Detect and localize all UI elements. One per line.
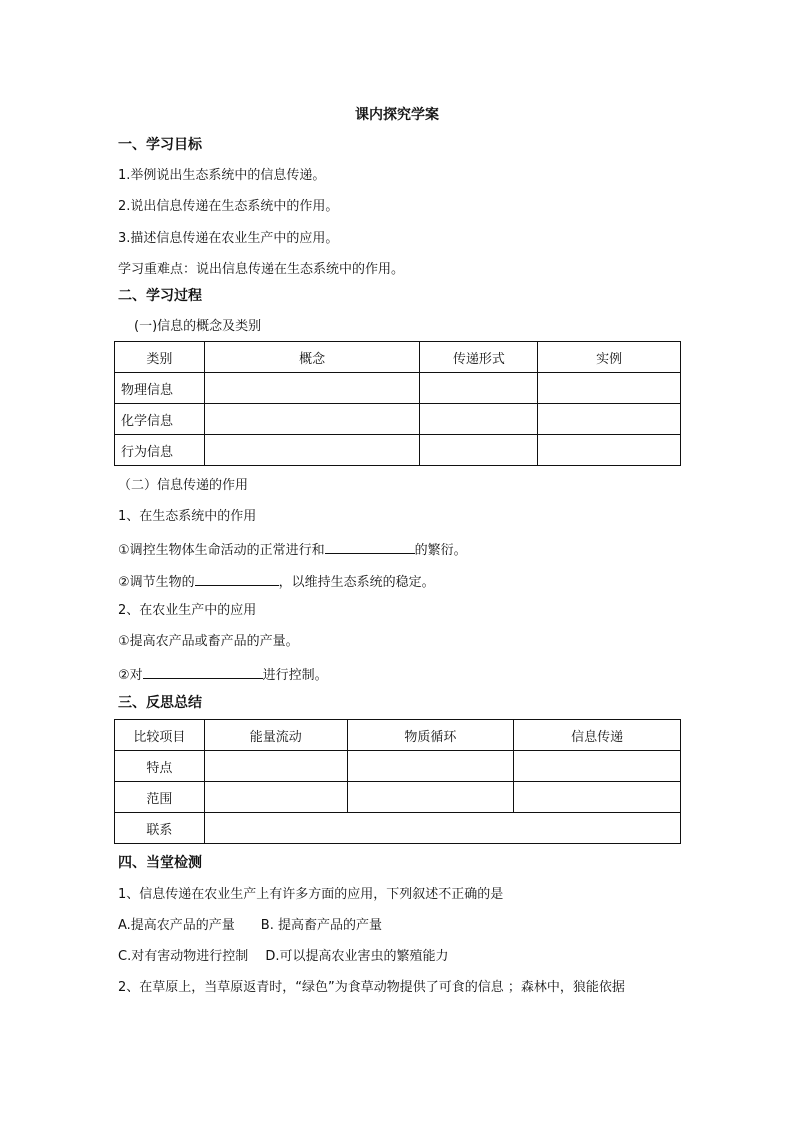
goal-3: 3.描述信息传递在农业生产中的应用。 [118,231,339,246]
blank-cell[interactable] [420,435,538,466]
page-title: 课内探究学案 [355,107,439,123]
question-1: 1、信息传递在农业生产上有许多方面的应用，下列叙述不正确的是 [118,887,504,902]
header-cell: 比较项目 [115,720,205,751]
key-point: 学习重难点：说出信息传递在生态系统中的作用。 [118,262,405,277]
fill-in-3: ②对 进行控制。 [118,664,328,685]
row-label: 联系 [115,813,205,844]
row-label: 化学信息 [115,404,205,435]
comparison-table [114,719,681,844]
blank-cell[interactable] [347,782,514,813]
goal-1: 1.举例说出生态系统中的信息传递。 [118,168,326,183]
blank-cell[interactable] [204,373,420,404]
section-reflection-heading: 三、反思总结 [118,695,202,711]
table-row [115,404,681,435]
info-category-table [114,341,681,466]
answer-blank[interactable] [195,571,279,586]
section-learning-process-heading: 二、学习过程 [118,288,202,304]
blank-cell[interactable] [204,782,347,813]
header-cell: 信息传递 [514,720,681,751]
role-in-agriculture: 2、在农业生产中的应用 [118,603,257,618]
subsection-info-concept: (一)信息的概念及类别 [134,319,262,334]
row-label: 特点 [115,751,205,782]
table-row [115,813,681,844]
row-label: 范围 [115,782,205,813]
fill-in-2: ②调节生物的 ，以维持生态系统的稳定。 [118,571,435,592]
blank-cell[interactable] [204,751,347,782]
section-quiz-heading: 四、当堂检测 [118,855,202,871]
blank-cell[interactable] [420,404,538,435]
section-learning-goals-heading: 一、学习目标 [118,137,202,153]
row-label: 行为信息 [115,435,205,466]
blank-cell[interactable] [538,373,681,404]
table-row [115,435,681,466]
header-cell: 物质循环 [347,720,514,751]
subsection-info-role: （二）信息传递的作用 [118,478,249,493]
header-cell: 实例 [538,342,681,373]
table-header-row [115,342,681,373]
blank-cell[interactable] [204,435,420,466]
answer-blank[interactable] [325,539,415,554]
blank-cell[interactable] [514,782,681,813]
question-1-options-cd: C.对有害动物进行控制 D.可以提高农业害虫的繁殖能力 [118,949,449,964]
blank-cell[interactable] [347,751,514,782]
blank-cell[interactable] [514,751,681,782]
goal-2: 2.说出信息传递在生态系统中的作用。 [118,199,339,214]
table-row [115,751,681,782]
blank-cell[interactable] [420,373,538,404]
header-cell: 能量流动 [204,720,347,751]
row-label: 物理信息 [115,373,205,404]
table-header-row [115,720,681,751]
header-cell: 概念 [204,342,420,373]
blank-cell[interactable] [538,435,681,466]
blank-cell[interactable] [538,404,681,435]
question-2: 2、在草原上，当草原返青时，“绿色”为食草动物提供了可食的信息 ；森林中，狼能依据 [118,980,625,995]
question-1-options-ab: A.提高农产品的产量 B. 提高畜产品的产量 [118,918,382,933]
role-in-ecosystem: 1、在生态系统中的作用 [118,509,257,524]
header-cell: 类别 [115,342,205,373]
fill-in-1: ①调控生物体生命活动的正常进行和 的繁衍。 [118,539,467,560]
header-cell: 传递形式 [420,342,538,373]
table-row [115,782,681,813]
answer-blank[interactable] [143,664,263,679]
table-row [115,373,681,404]
agri-point-1: ①提高农产品或畜产品的产量。 [118,634,299,649]
blank-cell[interactable] [204,404,420,435]
blank-cell[interactable] [204,813,680,844]
